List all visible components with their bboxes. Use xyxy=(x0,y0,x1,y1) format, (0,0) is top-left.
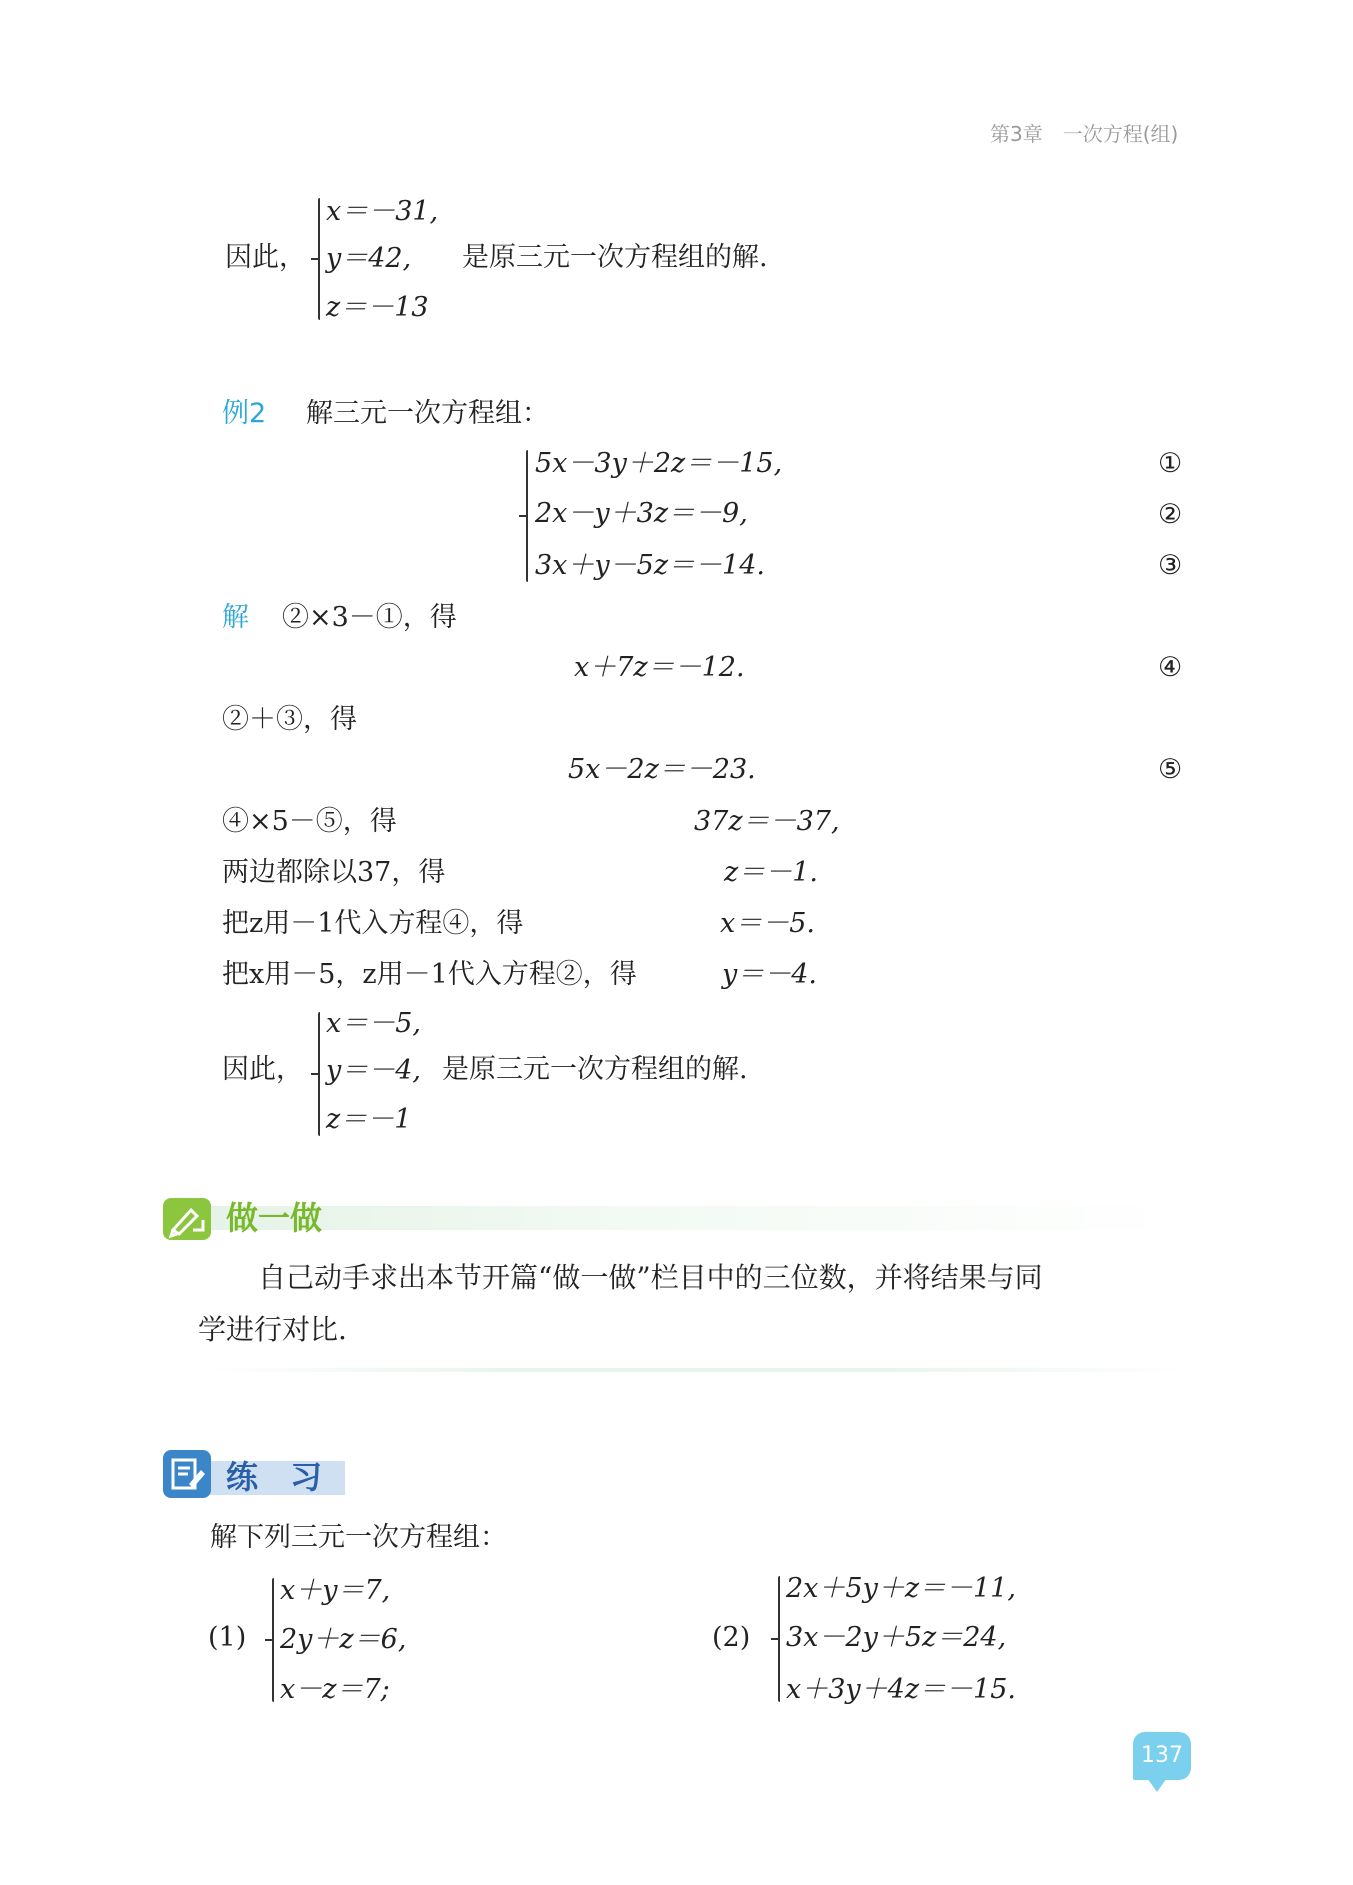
problem1-brace xyxy=(272,1578,274,1702)
do-it-bottom-divider xyxy=(200,1368,1190,1372)
step5-text: 把z用－1代入方程④，得 xyxy=(222,908,524,939)
example2-eq3: 3x＋y－5z＝－14. xyxy=(535,550,766,581)
notepad-pencil-icon xyxy=(163,1450,211,1498)
step2-text: ②＋③，得 xyxy=(222,704,357,735)
problem2-eq2: 3x－2y＋5z＝24, xyxy=(786,1622,1007,1653)
problem2-label: (2) xyxy=(712,1622,751,1653)
step6-eq: y＝－4. xyxy=(722,959,818,990)
sol1-eq3: z＝－13 xyxy=(326,292,429,323)
step6-text: 把x用－5，z用－1代入方程②，得 xyxy=(222,959,637,990)
step3-eq: 37z＝－37, xyxy=(694,806,840,837)
step1-eq: x＋7z＝－12. xyxy=(574,652,745,683)
example2-eq1: 5x－3y＋2z＝－15, xyxy=(535,448,783,479)
sol1-eq1: x＝－31, xyxy=(326,196,439,227)
example2-title: 解三元一次方程组： xyxy=(306,398,549,429)
practice-intro: 解下列三元一次方程组： xyxy=(210,1522,507,1553)
page-number: 137 xyxy=(1141,1743,1183,1768)
sol1-prefix: 因此， xyxy=(225,242,306,273)
example2-label: 例2 xyxy=(222,398,267,429)
final-brace xyxy=(318,1012,320,1136)
final-prefix: 因此， xyxy=(222,1054,303,1085)
do-it-line1: 自己动手求出本节开篇“做一做”栏目中的三位数，并将结果与同 xyxy=(258,1261,1043,1294)
do-it-line2: 学进行对比. xyxy=(198,1313,347,1346)
step2-eq: 5x－2z＝－23. xyxy=(568,754,756,785)
example2-brace xyxy=(526,450,528,582)
problem2-eq3: x＋3y＋4z＝－15. xyxy=(786,1674,1017,1705)
step1-text: ②×3－①，得 xyxy=(282,602,457,633)
practice-title: 练 习 xyxy=(226,1458,323,1496)
sol1-eq2: y＝42, xyxy=(326,243,412,274)
example2-eq2: 2x－y＋3z＝－9, xyxy=(535,498,748,529)
eq-number-2: ② xyxy=(1158,499,1183,530)
problem1-label: (1) xyxy=(208,1622,247,1653)
problem1-eq1: x＋y＝7, xyxy=(280,1575,391,1606)
eq-number-5: ⑤ xyxy=(1158,754,1183,785)
final-eq1: x＝－5, xyxy=(326,1008,421,1039)
sol1-suffix: 是原三元一次方程组的解. xyxy=(462,242,768,273)
final-eq3: z＝－1 xyxy=(326,1104,412,1135)
solution-label: 解 xyxy=(222,602,249,633)
problem2-brace xyxy=(778,1576,780,1702)
problem2-eq1: 2x＋5y＋z＝－11, xyxy=(786,1573,1017,1604)
step5-eq: x＝－5. xyxy=(720,908,815,939)
step4-text: 两边都除以37，得 xyxy=(222,857,446,888)
step4-eq: z＝－1. xyxy=(724,857,818,888)
problem1-eq3: x－z＝7; xyxy=(280,1674,390,1705)
eq-number-1: ① xyxy=(1158,448,1183,479)
problem1-eq2: 2y＋z＝6, xyxy=(280,1624,407,1655)
step3-text: ④×5－⑤，得 xyxy=(222,806,397,837)
page-number-badge xyxy=(1133,1732,1191,1780)
eq-number-4: ④ xyxy=(1158,652,1183,683)
final-eq2: y＝－4, xyxy=(326,1055,422,1086)
do-it-title: 做一做 xyxy=(226,1199,323,1237)
sol1-brace xyxy=(318,198,320,320)
final-suffix: 是原三元一次方程组的解. xyxy=(442,1054,748,1085)
pencil-ruler-icon xyxy=(163,1198,211,1240)
eq-number-3: ③ xyxy=(1158,550,1183,581)
chapter-header: 第3章 一次方程(组) xyxy=(990,122,1179,146)
